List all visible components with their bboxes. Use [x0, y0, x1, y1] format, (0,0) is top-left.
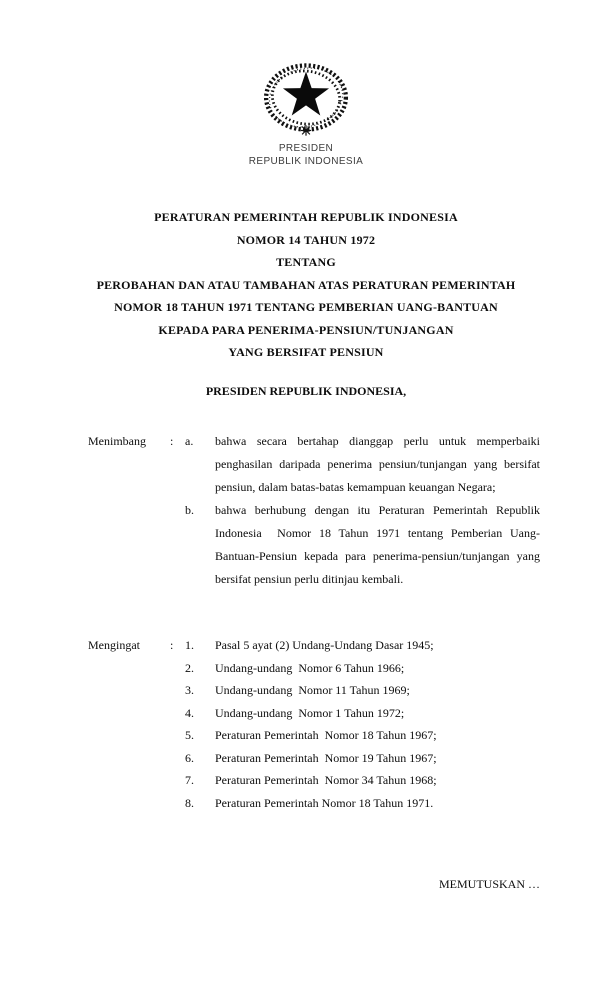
item-text: Peraturan Pemerintah Nomor 18 Tahun 1967;: [215, 728, 437, 742]
legal-basis-item: [185, 679, 540, 702]
continuation-marker: MEMUTUSKAN …: [438, 877, 540, 891]
item-text: Peraturan Pemerintah Nomor 18 Tahun 1971.: [215, 795, 434, 810]
presidential-star-wreath-icon: [254, 56, 358, 146]
legal-basis-item: [185, 702, 540, 725]
title-line: PEROBAHAN DAN ATAU TAMBAHAN ATAS PERATURAN PEMERINTAH: [96, 277, 516, 292]
item-marker: 5.: [185, 728, 194, 742]
item-marker: 8.: [185, 795, 194, 810]
title-line: PERATURAN PEMERINTAH REPUBLIK INDONESIA: [154, 210, 458, 224]
item-text: bahwa secara bertahap dianggap perlu untuk memperbaiki penghasilan daripada penerima pensiun/tunjangan yang bersifat pensiun, dalam batas-batas kemampuan keuangan Negara;: [215, 434, 540, 494]
section-label-menimbang: Menimbang: [88, 434, 146, 448]
item-text: Undang-undang Nomor 1 Tahun 1972;: [215, 705, 405, 720]
item-marker: 7.: [185, 773, 194, 787]
item-marker: 4.: [185, 705, 194, 720]
menimbang-items: [185, 430, 540, 591]
item-text: Peraturan Pemerintah Nomor 19 Tahun 1967;: [215, 750, 437, 765]
legal-basis-item: [185, 747, 540, 770]
wreath-bottom-ornament: [301, 125, 311, 135]
legal-basis-item: [185, 657, 540, 680]
legal-basis-item: [185, 634, 540, 657]
org-name-block: [0, 142, 612, 168]
regulation-title: [30, 206, 582, 364]
consideration-item: [185, 430, 540, 499]
title-line: TENTANG: [276, 255, 336, 269]
section-colon: :: [170, 638, 174, 652]
item-text: bahwa berhubung dengan itu Peraturan Pemerintah Republik Indonesia Nomor 18 Tahun 1971 tentang Pemberian Uang-Bantuan-Pensiun kepada para penerima-pensiun/tunjangan yang bersifat pensiun perlu ditinjau kembali.: [215, 503, 540, 586]
section-label-mengingat: Mengingat: [88, 638, 140, 652]
item-marker: 1.: [185, 638, 194, 652]
item-marker: 2.: [185, 660, 194, 675]
salutation-line: PRESIDEN REPUBLIK INDONESIA,: [205, 384, 407, 398]
item-text: Pasal 5 ayat (2) Undang-Undang Dasar 1945;: [215, 638, 434, 652]
section-mengingat: [88, 634, 540, 814]
item-marker: 3.: [185, 683, 194, 697]
legal-basis-item: [185, 769, 540, 792]
legal-basis-item: [185, 724, 540, 747]
legal-basis-item: [185, 792, 540, 815]
republik-indonesia-label: REPUBLIK INDONESIA: [248, 156, 364, 167]
item-text: Peraturan Pemerintah Nomor 34 Tahun 1968;: [215, 773, 437, 787]
title-line: NOMOR 18 TAHUN 1971 TENTANG PEMBERIAN UANG-BANTUAN: [114, 300, 498, 314]
title-line: NOMOR 14 TAHUN 1972: [236, 232, 376, 247]
item-text: Undang-undang Nomor 6 Tahun 1966;: [215, 660, 405, 675]
emblem-container: [0, 56, 612, 146]
item-marker: b.: [185, 503, 194, 517]
title-line: KEPADA PARA PENERIMA-PENSIUN/TUNJANGAN: [158, 322, 454, 337]
item-marker: a.: [185, 434, 194, 448]
item-marker: 6.: [185, 750, 194, 765]
item-text: Undang-undang Nomor 11 Tahun 1969;: [215, 683, 410, 697]
title-line: YANG BERSIFAT PENSIUN: [228, 345, 384, 359]
consideration-item: [185, 499, 540, 591]
section-colon: :: [170, 434, 174, 448]
section-menimbang: [88, 430, 540, 591]
mengingat-items: [185, 634, 540, 814]
presiden-label: PRESIDEN: [278, 143, 334, 154]
